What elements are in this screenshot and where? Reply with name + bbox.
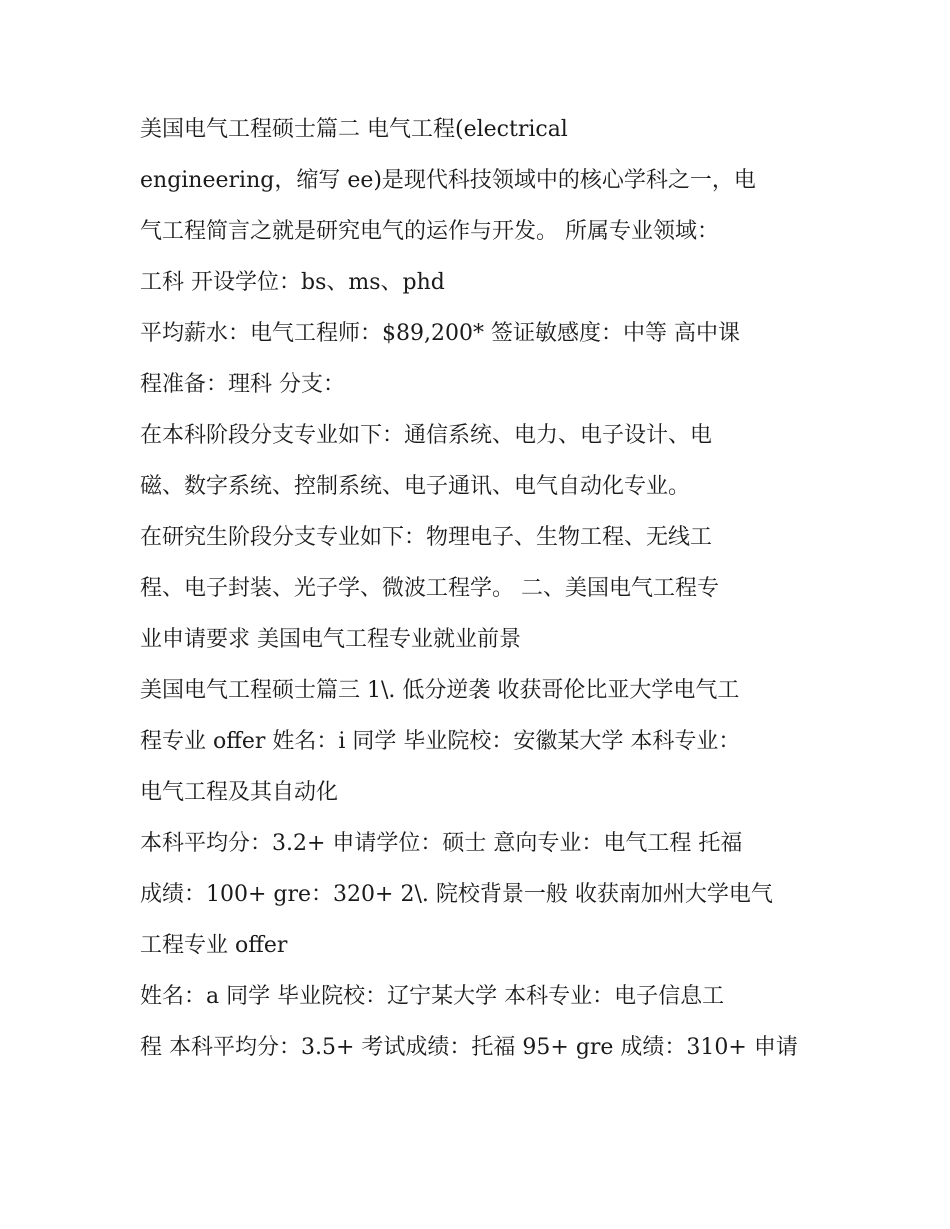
text-line: 气工程简言之就是研究电气的运作与开发。 所属专业领域：	[140, 219, 719, 244]
text-line: 程、电子封装、光子学、微波工程学。 二、美国电气工程专	[140, 576, 719, 601]
text-line: engineering，缩写 ee)是现代科技领域中的核心学科之一，电	[140, 168, 756, 193]
text-line: 美国电气工程硕士篇二 电气工程(electrical	[140, 117, 568, 142]
text-line: 本科平均分：3.2+ 申请学位：硕士 意向专业：电气工程 托福	[140, 831, 743, 856]
text-line: 工程专业 offer	[140, 933, 288, 958]
text-line: 电气工程及其自动化	[140, 780, 339, 805]
text-line: 美国电气工程硕士篇三 1\. 低分逆袭 收获哥伦比亚大学电气工	[140, 678, 740, 703]
text-line: 在研究生阶段分支专业如下：物理电子、生物工程、无线工	[140, 525, 713, 550]
text-line: 程准备：理科 分支：	[140, 372, 345, 397]
text-line: 成绩：100+ gre：320+ 2\. 院校背景一般 收获南加州大学电气	[140, 882, 773, 907]
document-body	[140, 104, 815, 1073]
text-line: 姓名：a 同学 毕业院校：辽宁某大学 本科专业：电子信息工	[140, 984, 725, 1009]
text-line: 程 本科平均分：3.5+ 考试成绩：托福 95+ gre 成绩：310+ 申请	[140, 1035, 798, 1060]
text-line: 工科 开设学位：bs、ms、phd	[140, 270, 445, 295]
text-line: 程专业 offer 姓名：i 同学 毕业院校：安徽某大学 本科专业：	[140, 729, 741, 754]
text-line: 平均薪水：电气工程师：$89,200* 签证敏感度：中等 高中课	[140, 321, 740, 346]
text-line: 在本科阶段分支专业如下：通信系统、电力、电子设计、电	[140, 423, 713, 448]
text-line: 业申请要求 美国电气工程专业就业前景	[140, 627, 521, 652]
text-line: 磁、数字系统、控制系统、电子通讯、电气自动化专业。	[140, 474, 691, 499]
